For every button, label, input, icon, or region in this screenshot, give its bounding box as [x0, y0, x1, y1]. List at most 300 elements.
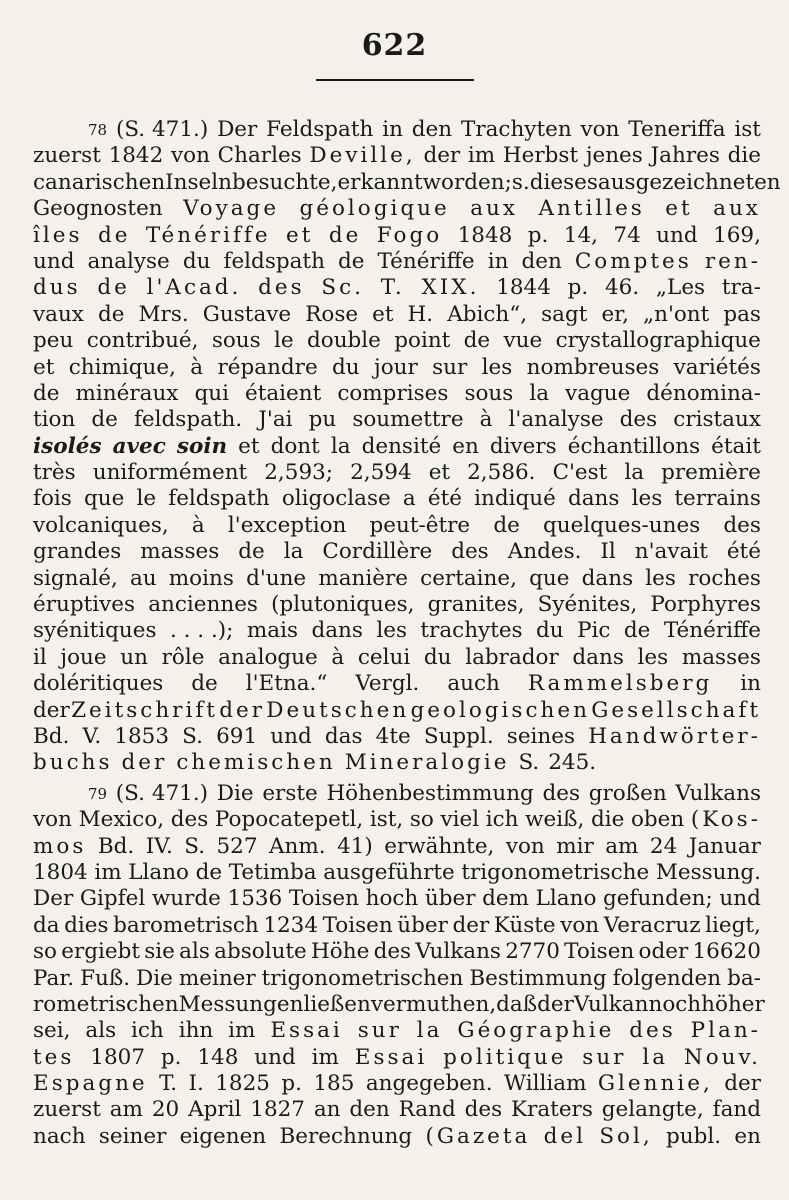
word: weiß,	[525, 807, 585, 833]
word: Ténériffe	[663, 618, 761, 644]
word: granites,	[427, 592, 525, 618]
word: 74	[613, 222, 641, 248]
word: gelangte,	[601, 1097, 704, 1123]
word: den	[349, 1097, 390, 1123]
word: Sol,	[599, 1123, 653, 1149]
word: 1853	[114, 723, 170, 749]
word: 1827	[250, 1097, 305, 1123]
word: îles	[33, 222, 83, 248]
word: 1234	[263, 912, 319, 938]
text-line	[33, 698, 761, 724]
word: Ténériffe	[145, 222, 271, 248]
footnote-78	[33, 117, 781, 777]
word: ausgezeichneten	[597, 169, 781, 195]
word: dans	[567, 486, 620, 512]
word: de	[463, 328, 491, 354]
word: sei,	[33, 1018, 71, 1044]
text-line	[33, 117, 761, 143]
word: 1848	[457, 222, 513, 248]
word: Vergl.	[355, 671, 420, 697]
text-line	[33, 486, 761, 512]
word: und	[270, 723, 312, 749]
word: den	[411, 117, 453, 142]
text-line	[33, 671, 761, 697]
word: publ.	[666, 1123, 722, 1149]
word: am	[605, 833, 639, 859]
word: „n'ont	[642, 301, 710, 327]
word: 46.	[604, 275, 640, 301]
text-line	[33, 223, 761, 249]
word: de	[195, 859, 223, 885]
word: des	[451, 539, 489, 565]
word: im	[311, 1044, 339, 1070]
word: 20	[151, 1097, 180, 1123]
word: sous	[464, 380, 514, 406]
text-line	[33, 196, 761, 222]
word: im	[94, 859, 122, 885]
word: Toisen	[564, 939, 635, 965]
word: 4te	[375, 723, 411, 749]
word: absolute	[214, 939, 307, 965]
word: buchs	[33, 750, 113, 776]
word: Inseln	[165, 169, 232, 195]
text-line	[33, 539, 761, 565]
text-line	[33, 275, 761, 301]
word: celui	[357, 644, 411, 670]
text-line	[33, 1045, 761, 1071]
word: XIX.	[421, 275, 480, 301]
word: da	[33, 912, 60, 938]
footnote-number: 79	[88, 784, 108, 803]
word: qui	[194, 380, 229, 406]
word: erwähnte,	[384, 833, 495, 859]
word: ist	[734, 117, 761, 142]
word: anciennes	[148, 592, 258, 618]
word: dans	[581, 565, 634, 591]
word: über	[397, 912, 448, 938]
word: sur	[357, 1018, 402, 1044]
word: Andes.	[507, 539, 582, 565]
word: tra-	[721, 275, 761, 301]
text-line	[33, 781, 761, 807]
word: à	[190, 354, 204, 380]
word: Il	[600, 539, 616, 565]
word: ba-	[727, 965, 761, 991]
word: Pic	[577, 618, 611, 644]
word: peut-être	[369, 512, 471, 538]
word: als	[179, 939, 210, 965]
word: Die	[136, 965, 173, 991]
word: (plutoniques,	[271, 592, 415, 618]
word: an	[313, 1097, 341, 1123]
word: H.	[407, 301, 434, 327]
word: der	[121, 750, 168, 776]
word: Vulkans	[675, 780, 761, 806]
word: rôle	[161, 644, 205, 670]
word: il	[33, 644, 47, 670]
word: et	[33, 354, 55, 380]
word: masses	[140, 539, 220, 565]
word: des	[464, 1097, 503, 1123]
word: et	[286, 222, 314, 248]
word: J'ai	[258, 407, 293, 433]
word: chimique,	[68, 354, 176, 380]
word: T.	[159, 1071, 178, 1097]
word: Bd.	[33, 723, 70, 749]
word: der	[724, 1071, 761, 1097]
word: certaine,	[420, 565, 517, 591]
word: 16620	[692, 939, 761, 965]
word: eigenen	[179, 1123, 267, 1149]
word: du	[423, 644, 452, 670]
word: été	[427, 486, 462, 512]
word: fois	[33, 486, 72, 512]
word: zuerst	[33, 143, 101, 169]
word: oder	[638, 939, 689, 965]
word: geologischen	[410, 697, 590, 723]
word: joue	[60, 644, 107, 670]
word: mir	[556, 833, 594, 859]
word: Essai	[354, 1044, 428, 1070]
word: quelques-unes	[542, 512, 701, 538]
word: Gustave	[202, 301, 292, 327]
word: de	[97, 222, 131, 248]
word: de	[91, 407, 118, 433]
word: la	[642, 1044, 669, 1070]
word: (Gazeta	[425, 1123, 531, 1149]
word: von	[580, 117, 620, 142]
word: aux	[713, 196, 761, 222]
word: à	[331, 644, 345, 670]
word: (S. 471.)	[115, 780, 209, 806]
word: Comptes	[574, 248, 692, 274]
word: Messungen	[178, 991, 304, 1017]
word: la	[416, 1018, 443, 1044]
word: isolés	[33, 433, 102, 459]
word: Vulkan	[573, 991, 649, 1017]
word: folgenden	[612, 965, 722, 991]
header-rule	[316, 79, 474, 81]
word: Cordillère	[322, 539, 433, 565]
word: Popocatepetl,	[214, 807, 364, 833]
word: von	[560, 912, 600, 938]
word: in	[740, 671, 761, 697]
word: Deutschen	[266, 697, 410, 723]
word: l'exception	[227, 512, 347, 538]
word: seiner	[98, 1123, 167, 1149]
text-line	[33, 913, 761, 939]
word: „Les	[655, 275, 706, 301]
word: les	[645, 565, 676, 591]
word: über	[424, 886, 476, 912]
word: oben	[630, 807, 685, 833]
word: ren-	[704, 248, 761, 274]
text-line	[33, 143, 761, 169]
page-number: 622	[361, 28, 428, 63]
word: er,	[601, 301, 629, 327]
word: 1844	[496, 275, 551, 301]
word: les	[481, 354, 513, 380]
word: 148	[197, 1044, 239, 1070]
word: den	[521, 248, 562, 274]
word: crystallographique	[555, 328, 761, 354]
word: sur	[432, 354, 468, 380]
word: Mexico,	[78, 807, 165, 833]
word: sur	[582, 1044, 627, 1070]
word: les	[637, 644, 669, 670]
word: . . . .);	[169, 618, 234, 644]
word: Tetimba	[228, 859, 317, 885]
word: der	[219, 697, 265, 723]
word: und	[254, 1044, 296, 1070]
word: am	[109, 1097, 143, 1123]
word: la	[624, 460, 645, 486]
word: de	[328, 222, 362, 248]
word: échantillons	[567, 433, 701, 459]
word: les	[376, 618, 407, 644]
word: Jahres	[650, 143, 720, 169]
word: terrains	[674, 486, 761, 512]
word: 2,593;	[264, 460, 334, 486]
word: ließen	[303, 991, 371, 1017]
word: soumettre	[352, 407, 464, 433]
word: und	[33, 248, 75, 274]
word: variétés	[673, 354, 761, 380]
word: indiqué	[474, 486, 556, 512]
text-line	[33, 434, 761, 460]
word: nombreuses	[526, 354, 660, 380]
word: wurde	[151, 886, 221, 912]
word: liegt,	[705, 912, 761, 938]
word: s.	[511, 169, 530, 195]
word: Gipfel	[79, 886, 146, 912]
word: volcaniques,	[33, 512, 169, 538]
word: so	[409, 807, 434, 833]
word: seines	[506, 723, 576, 749]
word: Abich“,	[447, 301, 528, 327]
word: der	[33, 697, 70, 723]
word: grandes	[33, 539, 122, 565]
word: im	[467, 143, 496, 169]
word: Der	[217, 117, 258, 142]
word: Llano	[128, 859, 189, 885]
word: en	[452, 433, 479, 459]
word: pu	[308, 407, 337, 433]
word: Messung.	[655, 859, 761, 885]
word: du	[332, 354, 360, 380]
word: dénomina-	[646, 380, 761, 406]
word: et	[238, 433, 260, 459]
word: était	[711, 433, 761, 459]
text-line	[33, 807, 761, 833]
word: und	[719, 886, 761, 912]
word: jour	[374, 354, 418, 380]
word: signalé,	[33, 565, 118, 591]
word: Essai	[270, 1018, 343, 1044]
word: 41)	[337, 833, 373, 859]
word: tion	[33, 407, 76, 433]
word: und	[656, 222, 698, 248]
word: William	[504, 1071, 587, 1097]
word: mais	[246, 618, 298, 644]
word: Mrs.	[138, 301, 189, 327]
word: p.	[160, 1044, 182, 1070]
word: Glennie,	[597, 1071, 713, 1097]
word: analyse	[87, 248, 170, 274]
word: sous	[211, 328, 261, 354]
word: ist,	[369, 807, 404, 833]
word: viel	[440, 807, 480, 833]
word: Toisen	[322, 912, 393, 938]
word: dus	[33, 275, 81, 301]
text-line	[33, 460, 761, 486]
word: Küste	[493, 912, 556, 938]
word: V.	[82, 723, 102, 749]
word: p.	[567, 275, 589, 301]
word: contribué,	[86, 328, 199, 354]
word: analogue	[218, 644, 318, 670]
word: höher	[701, 991, 765, 1017]
word: 245.	[548, 750, 597, 776]
text-line	[33, 939, 761, 965]
word: éruptives	[33, 592, 136, 618]
word: de	[493, 512, 520, 538]
word: chemischen	[176, 750, 336, 776]
word: vaux	[33, 301, 84, 327]
word: so	[33, 939, 57, 965]
word: trigonometrische	[461, 859, 650, 885]
text-line	[33, 991, 765, 1018]
word: T.	[380, 275, 405, 301]
word: Fuß.	[80, 965, 131, 991]
word: Llano	[535, 886, 597, 912]
word: dem	[482, 886, 530, 912]
word: Toisen	[288, 886, 359, 912]
word: à	[479, 407, 493, 433]
word: worden;	[422, 169, 512, 195]
word: Antilles	[538, 196, 645, 222]
word: Sc.	[321, 275, 365, 301]
word: roches	[688, 565, 761, 591]
word: trigonometrischen	[261, 965, 464, 991]
word: Voyage	[183, 196, 280, 222]
word: très	[33, 460, 76, 486]
word: dont	[270, 433, 320, 459]
text-line	[33, 724, 761, 750]
word: les	[631, 486, 663, 512]
word: Höhe	[311, 939, 370, 965]
word: im	[228, 1018, 256, 1044]
word: mos	[33, 833, 87, 859]
word: et	[372, 301, 394, 327]
word: et	[428, 460, 451, 486]
word: des	[258, 275, 305, 301]
text-line	[33, 618, 761, 644]
word: du	[536, 618, 564, 644]
word: ich	[485, 807, 519, 833]
word: Ténériffe	[377, 248, 475, 274]
word: vue	[503, 328, 543, 354]
word: Berechnung	[279, 1123, 413, 1149]
text-line	[33, 513, 761, 539]
word: Der	[33, 886, 74, 912]
word: Geognosten	[33, 196, 163, 222]
word: soin	[176, 433, 228, 459]
word: Bd.	[97, 833, 135, 859]
word: et	[665, 196, 693, 222]
word: S.	[184, 833, 206, 859]
text-line	[33, 1097, 761, 1123]
word: jenes	[585, 143, 643, 169]
word: C'est	[552, 460, 608, 486]
word: 527	[216, 833, 258, 859]
word: en	[734, 1123, 761, 1149]
word: sie	[144, 939, 175, 965]
word: Die	[216, 780, 254, 806]
word: 691	[216, 723, 258, 749]
word: des	[373, 939, 412, 965]
word: erste	[262, 780, 318, 806]
word: meiner	[178, 965, 256, 991]
word: (Kos-	[690, 807, 761, 833]
word: canarischen	[33, 169, 166, 195]
text-line	[33, 592, 761, 618]
text-line	[33, 169, 781, 196]
word: Trachyten	[460, 117, 572, 142]
word: 1804	[33, 859, 88, 885]
word: dans	[311, 618, 363, 644]
word: hoch	[365, 886, 419, 912]
word: le	[136, 486, 157, 512]
word: n'avait	[634, 539, 708, 565]
word: IV.	[145, 833, 173, 859]
text-line	[33, 834, 761, 860]
word: S.	[182, 723, 203, 749]
word: del	[543, 1123, 587, 1149]
word: in	[382, 117, 403, 142]
word: 1842	[108, 143, 164, 169]
word: politique	[443, 1044, 567, 1070]
text-line	[33, 750, 761, 776]
word: der	[423, 143, 461, 169]
word: von	[33, 807, 72, 833]
text-line	[33, 566, 761, 592]
word: moins	[168, 565, 234, 591]
word: 185	[313, 1071, 355, 1097]
word: 169,	[713, 222, 761, 248]
word: le	[274, 328, 294, 354]
word: I.	[188, 1071, 204, 1097]
word: in	[487, 248, 509, 274]
footnote-79	[33, 780, 765, 1150]
word: ich	[131, 1018, 164, 1044]
word: dieses	[529, 169, 598, 195]
word: April	[188, 1097, 242, 1123]
word: de	[238, 539, 265, 565]
word: syénitiques	[33, 618, 157, 644]
word: peu	[33, 328, 74, 354]
word: Bestimmung	[469, 965, 607, 991]
word: Suppl.	[423, 723, 494, 749]
word: 1807	[90, 1044, 145, 1070]
text-line	[33, 302, 761, 328]
word: Charles	[217, 143, 302, 169]
word: masses	[681, 644, 761, 670]
text-line	[33, 1018, 761, 1044]
word: étaient	[245, 380, 322, 406]
word: vague	[565, 380, 631, 406]
word: des	[629, 1018, 676, 1044]
